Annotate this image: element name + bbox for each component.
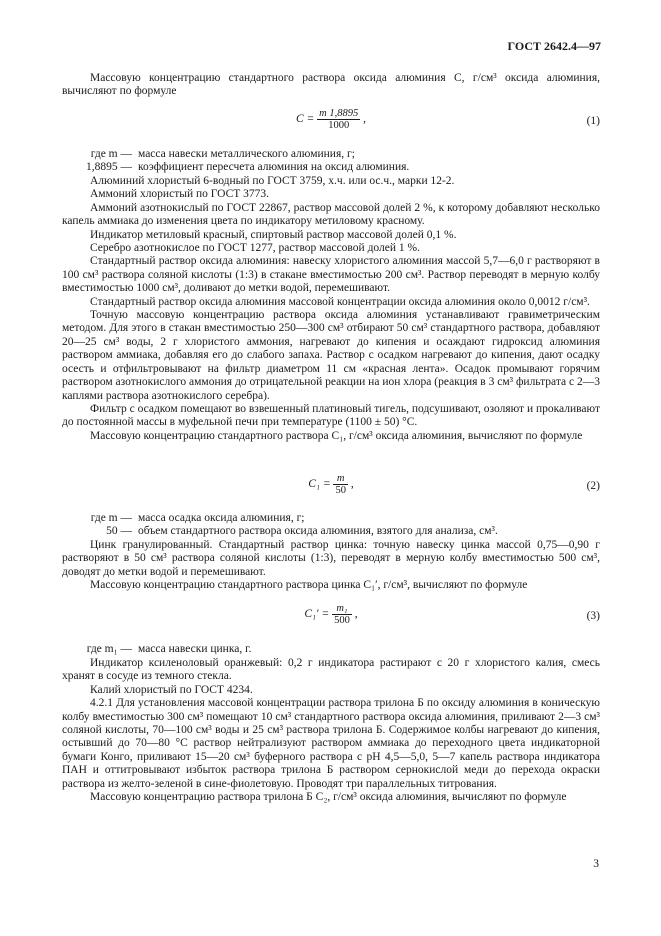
- formula-numerator: m: [333, 473, 348, 485]
- formula-fraction: [332, 603, 352, 626]
- titration-block: [62, 657, 600, 804]
- formula-fraction: [317, 108, 360, 131]
- formula-fraction: [333, 473, 348, 496]
- where-value: объем стандартного раствора оксида алюминия, взятого для анализа, см³.: [138, 525, 498, 538]
- where-line: [62, 148, 600, 161]
- paragraph: Стандартный раствор оксида алюминия массовой концентрации оксида алюминия около 0,0012 г/см³.: [90, 295, 590, 308]
- formula-tail: ,: [363, 112, 367, 125]
- paragraph: Алюминий хлористый 6-водный по ГОСТ 3759, х.ч. или ос.ч., марки 12-2.: [90, 175, 455, 187]
- where-line: [62, 525, 600, 538]
- formula-body: [62, 603, 600, 626]
- formula-lhs: C₁ =: [308, 477, 331, 490]
- formula-denominator: 500: [334, 615, 350, 626]
- paragraph: Аммоний азотнокислый по ГОСТ 22867, раствор массовой долей 2 %, к которому добавляют несколько капель аммиака до изменения цвета по индикатору метиловому красному.: [62, 201, 600, 228]
- formula-lhs: C =: [295, 112, 315, 125]
- where-list-1: [62, 148, 600, 175]
- page-number: 3: [593, 858, 599, 870]
- intro-paragraph: [62, 72, 600, 99]
- formula-number: (1): [586, 115, 600, 127]
- zinc-block: [62, 539, 600, 593]
- paragraph: Индикатор ксиленоловый оранжевый: 0,2 г индикатора растирают с 20 г хлористого калия, смесь хранят в сосуде из темного стекла.: [62, 657, 600, 683]
- reagents-block: [62, 175, 600, 443]
- paragraph: Стандартный раствор оксида алюминия: навеску хлористого алюминия массой 5,7—6,0 г растворяют в 100 см³ раствора соляной кислоты (1:3) в стакане вместимостью 200 см³. Раствор переводят в мерную колбу вместимостью 1000 см³, доливают до метки водой, перемешивают.: [62, 255, 600, 295]
- paragraph: Фильтр с осадком помещают во взвешенный платиновый тигель, подсушивают, озоляют и прокаливают до постоянной массы в муфельной печи при температуре (1100 ± 50) °С.: [62, 402, 600, 429]
- where-key: где m —: [90, 148, 132, 160]
- where-key: 50 —: [106, 525, 132, 538]
- formula-tail: ,: [354, 607, 358, 620]
- paragraph: Индикатор метиловый красный, спиртовый раствор массовой долей 0,1 %.: [90, 228, 457, 241]
- where-value: масса осадка оксида алюминия, г;: [138, 512, 305, 524]
- paragraph: Цинк гранулированный. Стандартный раствор цинка: точную навеску цинка массой 0,75—0,90 г растворяют в 50 см³ раствора соляной кислоты (1:3), переводят в мерную колбу вместимостью 500 см³, доводят до метки водой и перемешивают.: [62, 539, 600, 578]
- where-key: 1,8895 —: [86, 161, 132, 174]
- formula-number: (2): [586, 480, 600, 492]
- page-header: ГОСТ 2642.4—97: [507, 39, 601, 53]
- formula-2: [62, 473, 600, 503]
- formula-numerator: m 1,8895: [319, 108, 359, 119]
- formula-numerator: m₁: [332, 603, 352, 615]
- formula-number: (3): [586, 610, 600, 622]
- paragraph: 4.2.1 Для установления массовой концентрации раствора трилона Б по оксиду алюминия в коническую колбу вместимостью 300 см³ помещают 10 см³ стандартного раствора оксида алюминия, приливают 2—3 см³ соляной кислоты, 70—100 см³ воды и 25 см³ раствора трилона Б. Содержимое колбы нагревают до кипения, остывший до 70—80 °С раствор нейтрализуют раствором аммиака до переходного цвета индикаторной бумаги Конго, приливают 15—20 см³ буферного раствора с рН 4,5—5,0, 5—7 капель раствора индикатора ПАН и оттитровывают избыток раствора трилона Б раствором сернокислой меди до перехода окраски раствора из желто-зеленой в сине-фиолетовую. Проводят три параллельных титрования.: [62, 697, 600, 790]
- paragraph: Серебро азотнокислое по ГОСТ 1277, раствор массовой долей 1 %.: [90, 242, 420, 255]
- where-value: коэффициент пересчета алюминия на оксид алюминия.: [138, 161, 410, 174]
- formula-body: [62, 108, 600, 131]
- paragraph: Массовую концентрацию раствора трилона Б C₂, г/см³ оксида алюминия, вычисляют по формуле: [90, 791, 567, 804]
- where-list-2: [62, 512, 600, 539]
- paragraph: Массовую концентрацию стандартного раствора цинка C₁′, г/см³, вычисляют по формуле: [90, 579, 528, 592]
- formula-denominator: 1000: [328, 120, 350, 131]
- where-value: масса навески цинка, г.: [138, 643, 252, 655]
- where-line: [62, 643, 600, 656]
- formula-denominator: 50: [335, 485, 346, 496]
- formula-body: [62, 473, 600, 496]
- paragraph: Аммоний хлористый по ГОСТ 3773.: [90, 188, 270, 201]
- paragraph: Массовую концентрацию стандартного раствора C₁, г/см³ оксида алюминия, вычисляют по формуле: [90, 429, 583, 442]
- formula-tail: ,: [350, 477, 354, 490]
- formula-3: [62, 603, 600, 633]
- where-key: где m —: [90, 512, 132, 524]
- where-line: [62, 161, 600, 174]
- paragraph: Массовую концентрацию стандартного раствора оксида алюминия C, г/см³ оксида алюминия, вычисляют по формуле: [62, 72, 600, 98]
- where-line: [62, 512, 600, 525]
- where-value: масса навески металлического алюминия, г;: [138, 148, 355, 160]
- where-list-3: [62, 643, 600, 656]
- formula-lhs: C₁′ =: [304, 607, 330, 620]
- where-key: где m₁ —: [86, 643, 132, 655]
- paragraph: Калий хлористый по ГОСТ 4234.: [90, 683, 253, 696]
- formula-1: [62, 108, 600, 138]
- paragraph: Точную массовую концентрацию раствора оксида алюминия устанавливают гравиметрическим методом. Для этого в стакан вместимостью 250—300 см³ отбирают 50 см³ стандартного раствора, добавляют 20—25 см³ воды, 2 г хлористого аммония, нагревают до кипения и осаждают гидроксид алюминия раствором аммиака, добавляя его до слабого запаха. Раствор с осадком нагревают до кипения, дают осадку осесть и отфильтровывают на фильтр диаметром 11 см «красная лента». Осадок промывают горячим раствором азотнокислого аммония до отрицательной реакции на ион хлора (реакция в 3 см³ фильтрата с 2—3 каплями раствора азотнокислого серебра).: [62, 309, 600, 402]
